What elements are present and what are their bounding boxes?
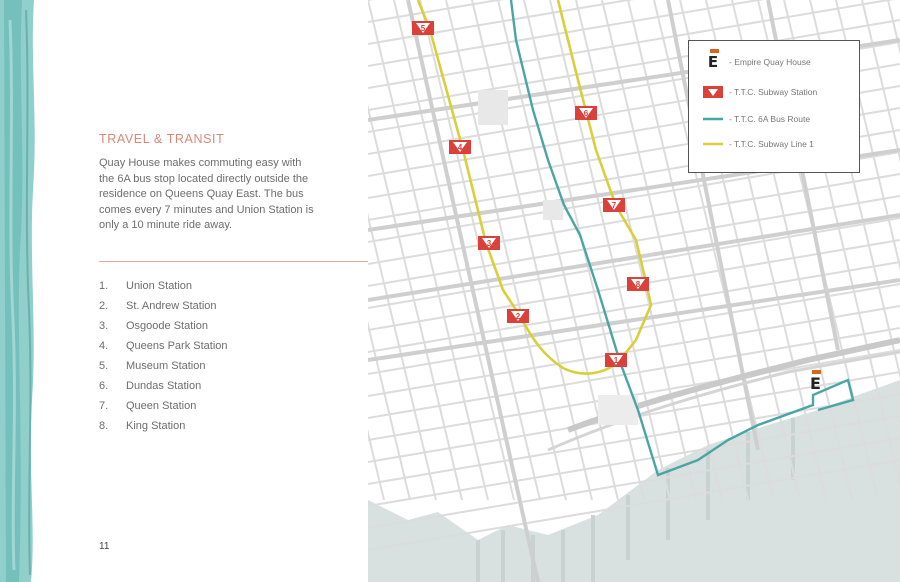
station-marker-label: 8 — [635, 280, 641, 289]
station-marker — [627, 277, 649, 291]
station-item: 6. Dundas Station — [99, 380, 202, 392]
svg-text:E: E — [810, 374, 821, 393]
intro-paragraph: Quay House makes commuting easy with the 6A bus stop located directly outside the residence on Queens Quay East. The bus comes every 7 minutes and Union Station is only a 10 minute ride away. — [99, 157, 314, 232]
station-item: 4. Queens Park Station — [99, 340, 228, 352]
legend-subway-station: - T.T.C. Subway Station — [703, 86, 817, 98]
legend-subway-line: - T.T.C. Subway Line 1 — [703, 139, 814, 149]
subway-line-icon — [703, 142, 723, 146]
station-marker-label: 2 — [515, 312, 521, 321]
station-item: 5. Museum Station — [99, 360, 206, 372]
page-number: 11 — [99, 541, 110, 552]
station-marker — [449, 140, 471, 154]
station-marker — [603, 198, 625, 212]
subway-station-icon — [703, 86, 723, 98]
station-item: 2. St. Andrew Station — [99, 300, 217, 312]
station-item: 1. Union Station — [99, 280, 193, 292]
legend-bus-route: - T.T.C. 6A Bus Route — [703, 114, 810, 124]
station-marker — [575, 106, 597, 120]
station-marker — [478, 236, 500, 250]
station-item: 3. Osgoode Station — [99, 320, 208, 332]
station-marker — [507, 309, 529, 323]
station-marker — [412, 21, 434, 35]
divider — [99, 261, 368, 262]
map-legend — [688, 40, 860, 173]
station-item: 8. King Station — [99, 420, 186, 432]
section-heading: TRAVEL & TRANSIT — [99, 132, 225, 146]
house-marker — [810, 370, 821, 393]
house-icon: E — [708, 55, 718, 69]
station-item: 7. Queen Station — [99, 400, 197, 412]
text-panel — [0, 0, 368, 582]
station-marker-label: 5 — [420, 24, 426, 33]
bus-route-icon — [703, 117, 723, 121]
station-marker-label: 6 — [583, 109, 589, 118]
legend-house: E - Empire Quay House — [703, 55, 811, 69]
station-marker-label: 3 — [486, 239, 492, 248]
station-marker-label: 1 — [613, 356, 619, 365]
station-marker-label: 4 — [457, 143, 463, 152]
station-marker-label: 7 — [611, 201, 617, 210]
station-marker — [605, 353, 627, 367]
station-list — [99, 276, 228, 436]
